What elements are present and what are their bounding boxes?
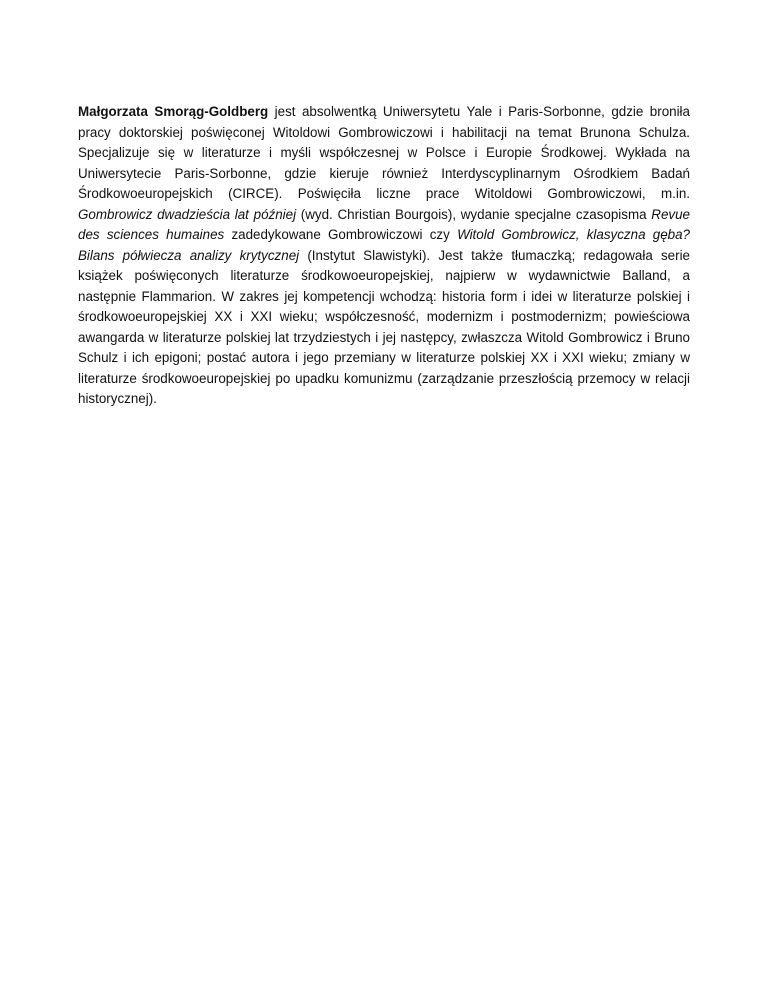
bio-text-2: (wyd. Christian Bourgois), wydanie specjalne czasopisma <box>296 206 652 222</box>
book-title-1: Gombrowicz dwadzieścia lat później <box>78 206 297 222</box>
book-title-2: Witold Gombrowicz, klasyczna gęba? Bilans półwiecza analizy krytycznej <box>78 227 690 263</box>
bio-paragraph <box>78 102 690 410</box>
bio-text-3: zadedykowane Gombrowiczowi czy <box>224 227 458 242</box>
bio-text-4: (Instytut Slawistyki). Jest także tłumaczką; redagowała serie książek poświęconych literaturze środkowoeuropejskiej, najpierw w wydawnictwie Balland, a następnie Flammarion. W zakres jej kompetencji wchodzą: historia form i idei w literaturze polskiej i środkowoeuropejskiej XX i XXI wieku; współczesność, modernizm i postmodernizm; powieściowa awangarda w literaturze polskiej lat trzydziestych i jej następcy, zwłaszcza Witold Gombrowicz i Bruno Schulz i ich epigoni; postać autora i jego przemiany w literaturze polskiej XX i XXI wieku; zmiany w literaturze środkowoeuropejskiej po upadku komunizmu (zarządzanie przeszłością przemocy w relacji historycznej). <box>78 247 691 406</box>
author-name: Małgorzata Smorąg-Goldberg <box>78 104 269 119</box>
journal-title: Revue des sciences humaines <box>78 206 691 242</box>
bio-text-1: jest absolwentką Uniwersytetu Yale i Paris-Sorbonne, gdzie broniła pracy doktorskiej poświęconej Witoldowi Gombrowiczowi i habilitacji na temat Brunona Schulza. Specjalizuje się w literaturze i myśli współczesnej w Polsce i Europie Środkowej. Wykłada na Uniwersytecie Paris-Sorbonne, gdzie kieruje również Interdyscyplinarnym Ośrodkiem Badań Środkowoeuropejskich (CIRCE). Poświęciła liczne prace Witoldowi Gombrowiczowi, m.in. <box>78 104 690 201</box>
